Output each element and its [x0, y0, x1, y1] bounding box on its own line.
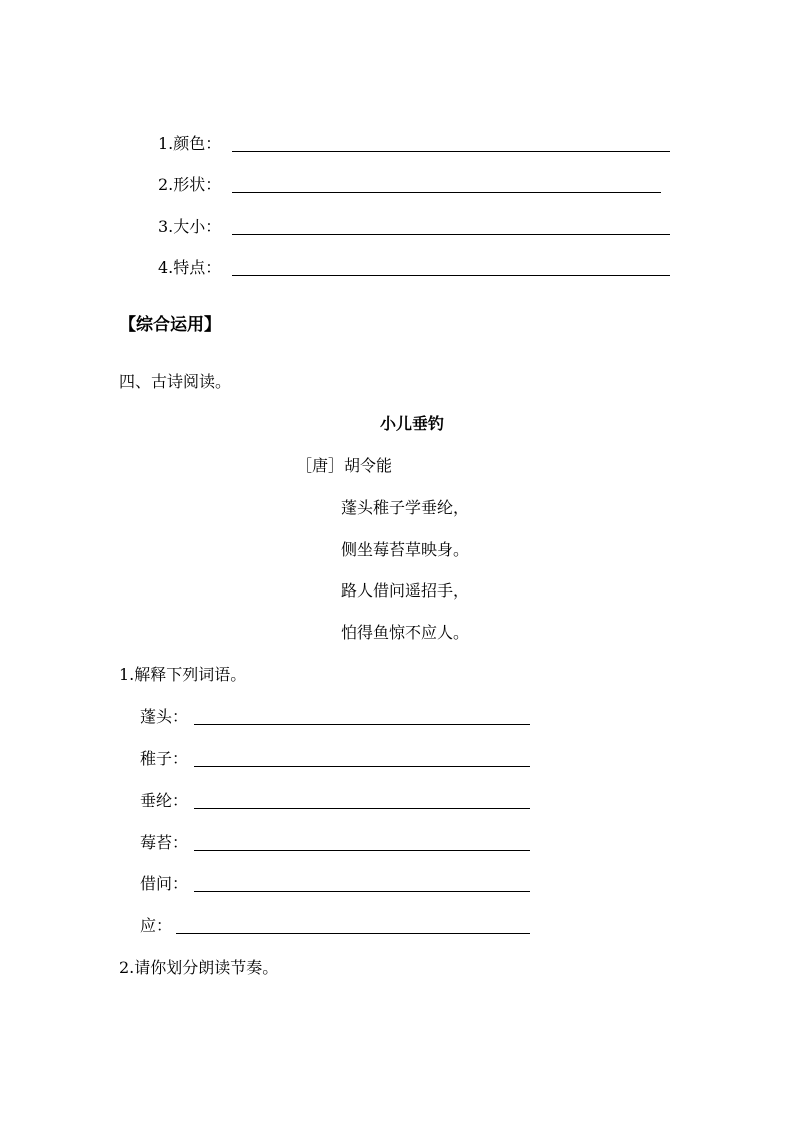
color-answer-line[interactable]: [232, 151, 670, 152]
sub-question-1: 1.解释下列词语。: [119, 665, 247, 684]
question-four: 四、古诗阅读。: [119, 372, 232, 391]
vocab-label-zhizi: 稚子：: [140, 749, 189, 768]
poem-title: 小儿垂钓: [380, 414, 445, 433]
size-answer-line[interactable]: [232, 234, 670, 235]
vocab-answer-line[interactable]: [194, 766, 530, 767]
poem-dynasty: ［唐］: [296, 456, 345, 475]
poem-line-2: 侧坐莓苔草映身。: [341, 540, 470, 559]
feature-answer-line[interactable]: [232, 275, 670, 276]
poem-line-3: 路人借问遥招手，: [341, 581, 470, 600]
vocab-answer-line[interactable]: [194, 891, 530, 892]
vocab-label-penghou: 蓬头：: [140, 707, 189, 726]
item-feature-label: 4.特点：: [158, 258, 222, 277]
item-color-label: 1.颜色：: [158, 134, 222, 153]
vocab-answer-line[interactable]: [194, 850, 530, 851]
poem-byline: [296, 456, 392, 476]
poem-author: 胡令能: [344, 456, 393, 475]
poem-line-4: 怕得鱼惊不应人。: [341, 623, 470, 642]
vocab-answer-line[interactable]: [176, 933, 530, 934]
vocab-label-chuilun: 垂纶：: [140, 791, 189, 810]
vocab-label-jiewen: 借问：: [140, 874, 189, 893]
vocab-answer-line[interactable]: [194, 724, 530, 725]
item-shape-label: 2.形状：: [158, 175, 222, 194]
vocab-label-meitai: 莓苔：: [140, 833, 189, 852]
vocab-label-ying: 应：: [140, 916, 173, 935]
sub-question-2: 2.请你划分朗读节奏。: [119, 958, 279, 977]
item-size-label: 3.大小：: [158, 217, 222, 236]
section-heading: 【综合运用】: [119, 315, 221, 335]
vocab-answer-line[interactable]: [194, 808, 530, 809]
shape-answer-line[interactable]: [232, 192, 661, 193]
poem-line-1: 蓬头稚子学垂纶，: [341, 498, 470, 517]
